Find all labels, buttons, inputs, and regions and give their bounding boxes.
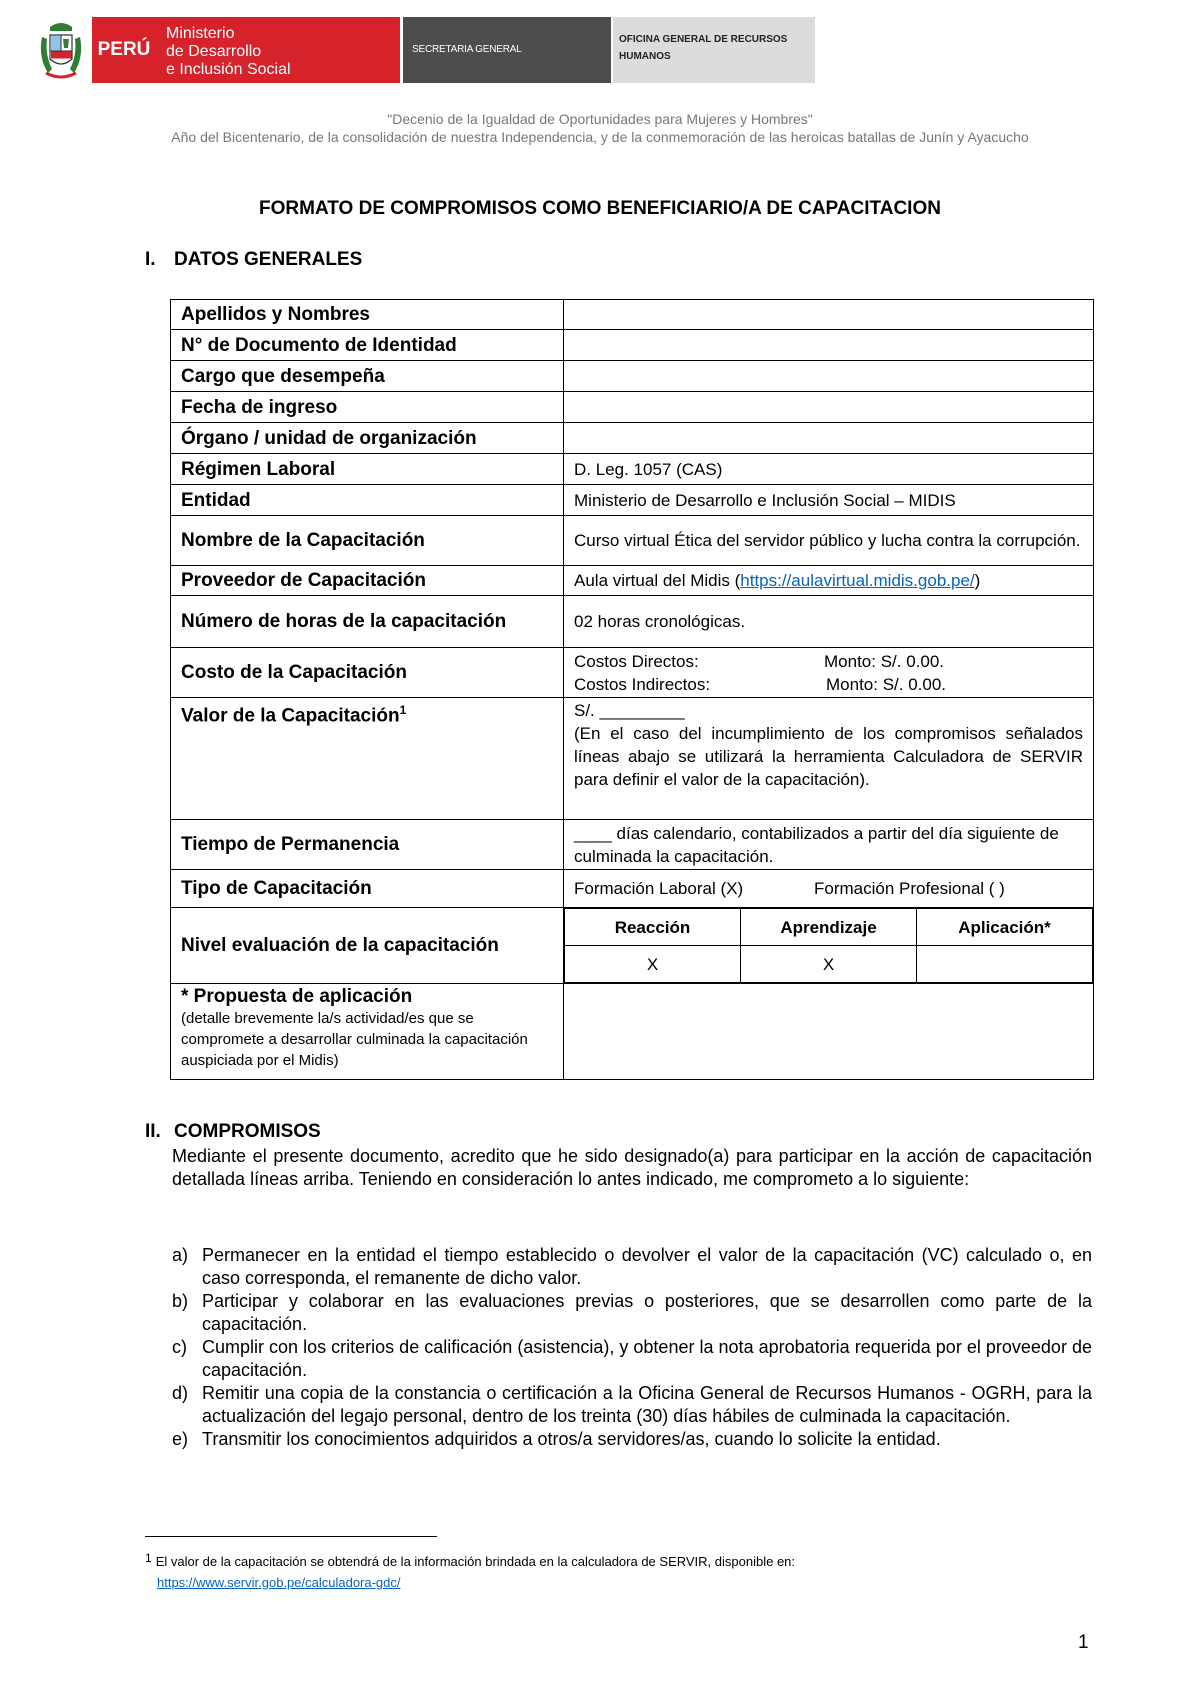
servir-calculator-link[interactable]: https://www.servir.gob.pe/calculadora-gdc/ bbox=[157, 1575, 401, 1590]
table-row bbox=[171, 300, 1094, 330]
valor-amount: S/. _________ bbox=[574, 701, 685, 720]
value-nombre-cap: Curso virtual Ética del servidor público y lucha contra la corrupción. bbox=[564, 516, 1094, 566]
value-valor bbox=[564, 698, 1094, 820]
costos-directos: Costos Directos: Monto: S/. 0.00. bbox=[574, 651, 945, 671]
list-item: e) Transmitir los conocimientos adquiridos a otros/a servidores/as, cuando lo solicite la entidad. bbox=[172, 1429, 941, 1449]
value-organo[interactable] bbox=[564, 423, 1094, 454]
row-label-nombre-cap: Nombre de la Capacitación bbox=[171, 516, 564, 566]
value-apellidos[interactable] bbox=[564, 300, 1094, 330]
value-cargo[interactable] bbox=[564, 361, 1094, 392]
row-label-costo: Costo de la Capacitación bbox=[171, 648, 564, 698]
row-label-proveedor: Proveedor de Capacitación bbox=[171, 566, 564, 596]
row-label-fecha: Fecha de ingreso bbox=[171, 392, 564, 423]
nivel-mark-reaccion[interactable]: X bbox=[565, 946, 741, 983]
table-row bbox=[171, 392, 1094, 423]
row-label-horas: Número de horas de la capacitación bbox=[171, 596, 564, 648]
table-row bbox=[171, 485, 1094, 516]
aula-virtual-link[interactable]: https://aulavirtual.midis.gob.pe/ bbox=[740, 571, 975, 590]
nivel-mark-aprendizaje[interactable]: X bbox=[741, 946, 917, 983]
nivel-mark-aplicacion[interactable] bbox=[917, 946, 1093, 983]
value-horas: 02 horas cronológicas. bbox=[564, 596, 1094, 648]
page-header bbox=[36, 17, 788, 83]
footnote-ref: 1 bbox=[399, 703, 407, 717]
section-heading-datos: I. DATOS GENERALES bbox=[145, 249, 363, 270]
value-entidad: Ministerio de Desarrollo e Inclusión Social – MIDIS bbox=[564, 485, 1094, 516]
list-item: c) Cumplir con los criterios de calificación (asistencia), y obtener la nota aprobatoria requerida por el proveedor de capacitación. bbox=[172, 1337, 1092, 1380]
nivel-header-aplicacion: Aplicación* bbox=[917, 909, 1093, 946]
row-label-propuesta: * Propuesta de aplicación (detalle brevemente la/s actividad/es que se compromete a desarrollar culminada la capacitación auspiciada por el Midis) bbox=[171, 984, 564, 1080]
table-row bbox=[171, 330, 1094, 361]
row-label-tipo: Tipo de Capacitación bbox=[171, 870, 564, 908]
table-row bbox=[171, 516, 1094, 566]
section-heading-compromisos: II. COMPROMISOS bbox=[145, 1121, 321, 1142]
row-label-apellidos: Apellidos y Nombres bbox=[171, 300, 564, 330]
value-tipo: Formación Laboral (X) Formación Profesional ( ) bbox=[564, 870, 1094, 908]
row-label-cargo: Cargo que desempeña bbox=[171, 361, 564, 392]
table-row bbox=[171, 870, 1094, 908]
coat-of-arms-icon bbox=[36, 17, 86, 83]
footnote-divider bbox=[145, 1536, 437, 1537]
row-label-permanencia: Tiempo de Permanencia bbox=[171, 820, 564, 870]
table-row bbox=[171, 454, 1094, 485]
table-row bbox=[171, 820, 1094, 870]
list-item: a) Permanecer en la entidad el tiempo establecido o devolver el valor de la capacitación (VC) calculado o, en caso corresponda, el remanente de dicho valor. bbox=[172, 1245, 1092, 1288]
table-row bbox=[171, 908, 1094, 984]
table-row bbox=[171, 566, 1094, 596]
table-row bbox=[171, 596, 1094, 648]
table-row bbox=[171, 423, 1094, 454]
value-propuesta[interactable] bbox=[564, 984, 1094, 1080]
row-label-documento: N° de Documento de Identidad bbox=[171, 330, 564, 361]
country-label: PERÚ bbox=[92, 17, 156, 83]
value-regimen: D. Leg. 1057 (CAS) bbox=[564, 454, 1094, 485]
secretaria-general-label: SECRETARIA GENERAL bbox=[403, 17, 611, 83]
row-label-nivel: Nivel evaluación de la capacitación bbox=[171, 908, 564, 984]
footnote: 1 El valor de la capacitación se obtendrá de la información brindada en la calculadora de SERVIR, disponible en: https://www.servir.gob.pe/calculadora-gdc/ bbox=[145, 1551, 796, 1590]
nivel-evaluacion-grid bbox=[564, 908, 1094, 984]
compromisos-intro: Mediante el presente documento, acredito que he sido designado(a) para participar en la acción de capacitación detallada líneas arriba. Teniendo en consideración lo antes indicado, me comprometo a lo siguiente: bbox=[172, 1146, 1092, 1189]
valor-note: (En el caso del incumplimiento de los compromisos señalados líneas abajo se utilizará la herramienta Calculadora de SERVIR para definir el valor de la capacitación). bbox=[574, 724, 1083, 789]
ministry-name: Ministerio de Desarrollo e Inclusión Social bbox=[156, 17, 400, 83]
list-item: b) Participar y colaborar en las evaluaciones previas o posteriores, que se desarrollen como parte de la capacitación. bbox=[172, 1291, 1092, 1334]
value-permanencia: ____ días calendario, contabilizados a partir del día siguiente de culminada la capacitación. bbox=[564, 820, 1094, 870]
nivel-header-reaccion: Reacción bbox=[565, 909, 741, 946]
page-number: 1 bbox=[1078, 1632, 1089, 1653]
table-row bbox=[171, 361, 1094, 392]
value-documento[interactable] bbox=[564, 330, 1094, 361]
decenio-text bbox=[120, 110, 1080, 146]
value-proveedor: Aula virtual del Midis (https://aulavirtual.midis.gob.pe/) bbox=[564, 566, 1094, 596]
table-row bbox=[171, 984, 1094, 1080]
row-label-valor: Valor de la Capacitación$^1$ bbox=[171, 698, 564, 820]
oficina-label: OFICINA GENERAL DE RECURSOS HUMANOS bbox=[613, 17, 815, 83]
datos-generales-table bbox=[170, 299, 1094, 1080]
decenio-line1: "Decenio de la Igualdad de Oportunidades para Mujeres y Hombres" bbox=[387, 111, 813, 127]
nivel-header-aprendizaje: Aprendizaje bbox=[741, 909, 917, 946]
propuesta-instructions: (detalle brevemente la/s actividad/es que se compromete a desarrollar culminada la capacitación auspiciada por el Midis) bbox=[181, 1010, 528, 1069]
table-row bbox=[171, 648, 1094, 698]
row-label-entidad: Entidad bbox=[171, 485, 564, 516]
compromisos-list bbox=[172, 1244, 1092, 1451]
list-item: d) Remitir una copia de la constancia o certificación a la Oficina General de Recursos Humanos - OGRH, para la actualización del legajo personal, dentro de los treinta (30) días hábiles de culminada la capacitación. bbox=[172, 1383, 1092, 1426]
document-title: FORMATO DE COMPROMISOS COMO BENEFICIARIO/A DE CAPACITACION bbox=[259, 198, 941, 219]
decenio-line2: Año del Bicentenario, de la consolidación de nuestra Independencia, y de la conmemoración de las heroicas batallas de Junín y Ayacucho bbox=[171, 129, 1029, 145]
costos-indirectos: Costos Indirectos: Monto: S/. 0.00. bbox=[574, 674, 947, 694]
row-label-organo: Órgano / unidad de organización bbox=[171, 423, 564, 454]
value-costo bbox=[564, 648, 1094, 698]
value-fecha[interactable] bbox=[564, 392, 1094, 423]
table-row bbox=[171, 698, 1094, 820]
row-label-regimen: Régimen Laboral bbox=[171, 454, 564, 485]
